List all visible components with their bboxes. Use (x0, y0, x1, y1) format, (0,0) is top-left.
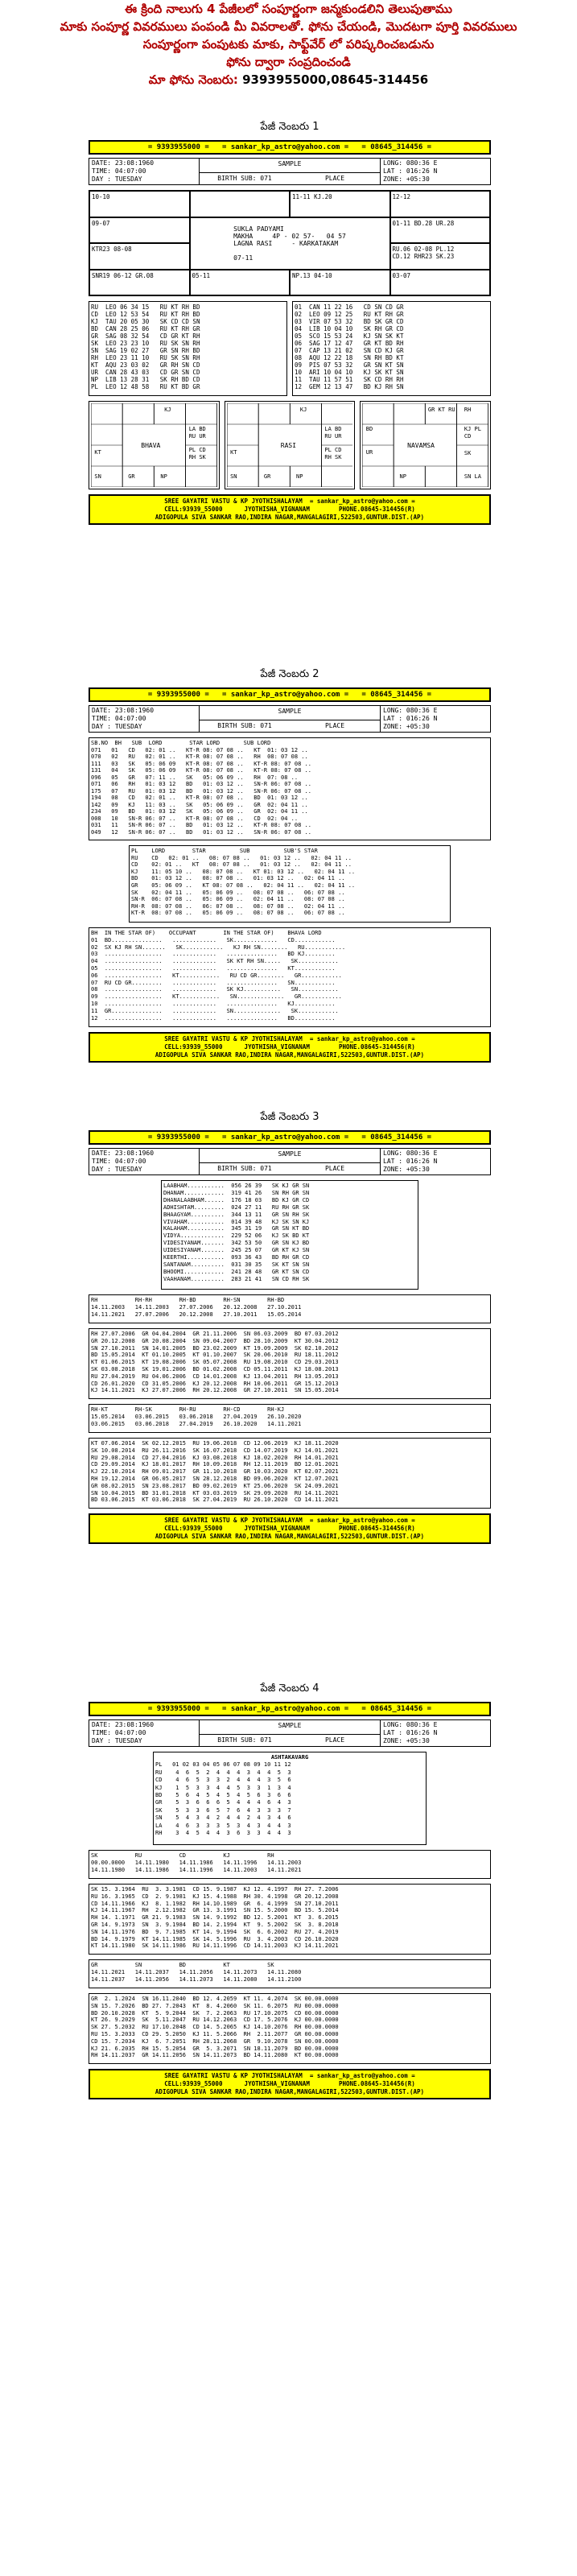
antardasa-table-2: KT 07.06.2014 SK 02.12.2015 RU 19.06.2018 CD 12.06.2019 KJ 18.11.2020 SK 10.08.2014 RU 26.11.2016 SK 16.07.2018 CD 14.07.2019 KJ 14.01.2021 RU 29.08.2014 CD 27.04.2016 KJ 03.08.2018 KJ 18.02.2020 RH 14.01.2021 CD 29.09.2014 KJ 18.01.2017 RH 10.09.2018 RH 12.11.2019 BD 12.01.2021 KJ 22.10.2014 RH 09.01.2017 GR 11.10.2018 GR 10.03.2020 KT 02.07.2021 RH 19.12.2014 GR 06.05.2017 SN 28.12.2018 BD 09.06.2020 KT 12.07.2021 GR 08.02.2015 SN 23.08.2017 BD 09.02.2019 KT 25.06.2020 SK 24.09.2021 SN 10.04.2015 BD 31.01.2018 KT 03.03.2019 SK 29.09.2020 RU 14.11.2021 BD 03.06.2015 KT 03.06.2018 SK 27.04.2019 RU 26.10.2020 CD 14.11.2021 (89, 1438, 491, 1509)
bhava-chart (89, 401, 220, 489)
navamsa-label: NAVAMSA (407, 441, 435, 449)
birth-header (89, 705, 491, 733)
footer-line-1: SREE GAYATRI VASTU & KP JYOTHISHALAYAM = sankar_kp_astro@yahoo.com = (164, 2072, 415, 2079)
zone: ZONE: +05:30 (383, 175, 430, 183)
arudha-sensitive-points-table: LAABHAM........... 056 26 39 SK KJ GR SN DHANAM............ 319 41 26 SN RH GR SN DHANALAABHAM...... 176 18 03 BD KJ GR CD ADHISHTAM......... 024 27 11 RU RH GR SK BHAAGYAM.......... 344 13 11 GR SN RH SK VIVAHAM........... 014 39 48 KJ SK SN KJ KALAHAM........... 345 31 19 GR SN KT BD VIDYA............. 229 52 06 KJ SK BD KT VIDESIYANAM....... 342 53 50 GR SN KJ BD UIDESIYANAM....... 245 25 07 GR KT KJ SN KEERTHI........... 093 36 43 BD RH GR CD SANTANAM.......... 031 30 35 SK KT SN SN BHOOMI............ 241 28 48 GR KT SN CD VAAHANAM.......... 283 21 41 SN CD RH SK (161, 1180, 418, 1290)
place: PLACE (324, 722, 345, 729)
rasi-chart (225, 401, 356, 489)
page-title: పేజీ నెంబరు 1 (260, 121, 319, 133)
dasa-header-row-2: RH-KT RH-SK RH-RU RH-CD RH-KJ 15.05.2014 03.06.2015 03.06.2018 27.04.2019 26.10.2020 03.06.2015 03.06.2018 27.04.2019 26.10.2020 14.11.2021 (89, 1404, 491, 1433)
house-cell: 01-11 BD.28 UR.28 (390, 217, 491, 244)
birth-sub: BIRTH SUB: 071 (217, 722, 272, 729)
navamsa-gr: GR KT RU (427, 407, 455, 414)
cusp-sub-lord-table: SB.NO BH SUB LORD STAR LORD SUB LORD 071 01 CD 02: 01 .. KT-R 08: 07 08 .. KT 01: 03 12 .. 070 02 RU 02: 01 .. KT-R 08: 07 08 .. RH 08: 07 08 .. 111 03 SK 05: 06 09 KT-R 08: 07 08 .. KT-R 08: 07 08 .. 131 04 SK 05: 06 09 KT-R 08: 07 08 .. KT-R 08: 07 08 .. 096 05 GR 07: 11 .. SK 05: 06 09 .. RH 07: 08 .. 071 06 RH 01: 03 12 BD 01: 03 12 .. SN-R 06: 07 08 .. 175 07 RU 01: 03 12 BD 01: 03 12 .. SN-R 06: 07 08 .. 194 08 CD 02: 01 .. KT-R 08: 07 08 .. BD 01: 03 12 .. 142 09 KJ 11: 03 .. SK 05: 06 09 .. GR 02: 04 11 .. 234 09 BD 01: 03 12 SK 05: 06 09 .. GR 02: 04 11 .. 008 10 SN-R 06: 07 .. KT-R 08: 07 08 .. CD 02: 04 .. 031 11 SN-R 06: 07 .. BD 01: 03 12 .. KT-R 08: 07 08 .. 049 12 SN-R 06: 07 .. BD 01: 03 12 .. SN-R 06: 07 08 .. (89, 737, 491, 840)
contact-bar: = 9393955000 = = sankar_kp_astro@yahoo.com = = 08645_314456 = (89, 687, 491, 702)
planet-significator-table: PL LORD STAR SUB SUB'S STAR RU CD 02: 01 .. 08: 07 08 .. 01: 03 12 .. 02: 04 11 .. CD 02: 01 .. KT 08: 07 08 .. 01: 03 12 .. 02: 04 11 .. KJ 11: 05 10 .. 08: 07 08 .. KT 01: 03 12 .. 02: 04 11 .. BD 01: 03 12 .. 08: 07 08 .. 01: 03 12 .. 02: 04 11 .. GR 05: 06 09 .. KT 08: 07 08 .. 02: 04 11 .. 02: 04 11 .. SK 02: 04 11 .. 05: 06 09 .. 08: 07 08 .. 06: 07 08 .. SN-R 06: 07 08 .. 05: 06 09 .. 02: 04 11 .. 08: 07 08 .. RH-R 08: 07 08 .. 06: 07 08 .. 08: 07 08 .. 02: 04 11 .. KT-R 08: 07 08 .. 05: 06 09 .. 08: 07 08 .. 06: 07 08 .. (129, 845, 451, 923)
page-footer (89, 1032, 491, 1063)
contact-bar: = 9393955000 = = sankar_kp_astro@yahoo.com = = 08645_314456 = (89, 1702, 491, 1716)
footer-line-3: ADIGOPULA SIVA SANKAR RAO,INDIRA NAGAR,MANGALAGIRI,522503,GUNTUR.DIST.(AP) (155, 514, 425, 521)
footer-line-2: CELL:93939_55000 JYOTHISHA_VIGNANAM PHONE.08645-314456(R) (164, 2080, 415, 2087)
house-cell: 12-12 (390, 191, 491, 217)
place: PLACE (324, 1165, 345, 1172)
sample-label: SAMPLE (200, 1720, 380, 1735)
bhava-occupant-table: BH IN THE STAR OF) OCCUPANT IN THE STAR OF) BHAVA LORD 01 BD............... ............. SK............. CD............ 02 SX KJ RH SN....... SK............ KJ RH SN........ RU............ 03 ................. ............. ............... BD KJ......... 04 ................. ............. SK KT RH SN..... SK............ 05 ................. ............. ............... KT............ 06 ................. KT............ RU CD GR........ GR............ 07 RU CD GR......... ............. ............... SN............ 08 ................. ............. SK KJ........... SN............ 09 ................. KT............ SN.............. GR............ 10 ................. ............. ............... KJ............ 11 GR............... ............. SN.............. SK............ 12 ................. ............. ............... BD............ (89, 927, 491, 1027)
house-cell: 05-11 (190, 270, 291, 296)
bhava-gr: GR (128, 473, 135, 480)
cusp-positions-table: 01 CAN 11 22 16 CD SN CD GR 02 LEO 09 12 25 RU KT RH GR 03 VIR 07 53 32 BD SK GR CD 04 LIB 10 04 10 SK RH GR CD 05 SCO 15 53 24 KJ SN SK KT 06 SAG 17 12 47 GR KT BD RH 07 CAP 13 21 02 SN CD KJ GR 08 AQU 12 22 18 SN RH BD KT 09 PIS 07 53 32 GR SN KT SN 10 ARI 10 04 10 KJ SK KT SN 11 TAU 11 57 51 SK CD RH RH 12 GEM 12 13 47 BD KJ RH SN (292, 301, 491, 396)
ashtakavarga-table (153, 1752, 427, 1845)
longitude: LONG: 080:36 E (383, 1721, 438, 1728)
birth-header (89, 158, 491, 185)
time: TIME: 04:07:00 (92, 1158, 146, 1165)
latitude: LAT : 016:26 N (383, 1158, 438, 1165)
date: DATE: 23:08:1960 (92, 1150, 155, 1157)
sample-label: SAMPLE (200, 159, 380, 173)
navamsa-bd: BD (365, 426, 373, 433)
coord-block (381, 159, 490, 184)
longitude: LONG: 080:36 E (383, 1150, 438, 1157)
page-title: పేజీ నెంబరు 3 (260, 1111, 319, 1123)
footer-line-1: SREE GAYATRI VASTU & KP JYOTHISHALAYAM = sankar_kp_astro@yahoo.com = (164, 1035, 415, 1042)
rasi-np: NP (296, 473, 303, 480)
chart-center: SUKLA PADYAMI MAKHA 4P - 02 57- 04 57 LAGNA RASI - KARKATAKAM 07-11 (190, 217, 390, 270)
latitude: LAT : 016:26 N (383, 715, 438, 722)
phone-label: మా ఫోను నెంబరు: (148, 72, 238, 87)
birth-sub: BIRTH SUB: 071 (217, 175, 272, 182)
navamsa-sk: SK (464, 450, 472, 457)
planet-positions-table: RU LEO 06 34 15 RU KT RH BD CD LEO 12 53 54 RU KT RH BD KJ TAU 20 05 30 SK CD CD SN BD CAN 28 25 06 RU KT RH GR GR SAG 08 32 54 CD GR KT RH SK LEO 23 23 10 RU SK SN RH SN SAG 19 02 27 GR SN RH BD RH LEO 23 11 10 RU SK SN RH KT AQU 23 03 02 GR RH SN CD UR CAN 28 43 03 CD GR SN CD NP LIB 13 28 31 SK RH BD CD PL LEO 12 48 58 RU KT BD GR (89, 301, 287, 396)
page-4 (89, 1682, 491, 2099)
bhava-pl: PL CD RH SK (188, 447, 206, 461)
navamsa-rh: RH (464, 407, 472, 414)
latitude: LAT : 016:26 N (383, 167, 438, 175)
footer-line-2: CELL:93939_55000 JYOTHISHA_VIGNANAM PHONE.08645-314456(R) (164, 506, 415, 513)
footer-line-2: CELL:93939_55000 JYOTHISHA_VIGNANAM PHONE.08645-314456(R) (164, 1043, 415, 1051)
sample-label: SAMPLE (200, 1149, 380, 1163)
longitude: LONG: 080:36 E (383, 159, 438, 167)
rasi-pl: PL CD RH SK (324, 447, 342, 461)
date: DATE: 23:08:1960 (92, 159, 155, 167)
house-cell: 11-11 KJ.20 (290, 191, 390, 217)
bhava-kj: KJ (164, 407, 171, 414)
rasi-kj: KJ (299, 407, 307, 414)
footer-line-3: ADIGOPULA SIVA SANKAR RAO,INDIRA NAGAR,MANGALAGIRI,522503,GUNTUR.DIST.(AP) (155, 1533, 425, 1540)
zone: ZONE: +05:30 (383, 1737, 430, 1744)
intro-line-3: సంపూర్ణంగా పంపుటకు మాకు, సాఫ్ట్‌వేర్ లో పరిష్కరించబడును (142, 37, 435, 52)
house-cell: 10-10 (89, 191, 190, 217)
date: DATE: 23:08:1960 (92, 707, 155, 714)
page-title: పేజీ నెంబరు 2 (260, 668, 319, 680)
page-title: పేజీ నెంబరు 4 (260, 1682, 319, 1695)
footer-line-3: ADIGOPULA SIVA SANKAR RAO,INDIRA NAGAR,MANGALAGIRI,522503,GUNTUR.DIST.(AP) (155, 2088, 425, 2095)
intro-line-1: ఈ క్రింది నాలుగు 4 పేజీలలో సంపూర్ణంగా జన్మకుండలిని తెలుపుతాము (125, 2, 452, 16)
house-cell: RU.06 02-08 PL.12 CD.12 RHR23 SK.23 (390, 243, 491, 270)
phone-number: 9393955000,08645-314456 (242, 72, 429, 87)
birth-sub: BIRTH SUB: 071 (217, 1736, 272, 1744)
zone: ZONE: +05:30 (383, 723, 430, 730)
antardasa-table-1: RH 27.07.2006 GR 04.04.2004 GR 21.11.2006 SN 06.03.2009 BD 07.03.2012 GR 20.12.2008 GR 20.08.2004 SN 09.04.2007 BD 28.10.2009 KT 30.04.2012 SN 27.10.2011 SN 14.01.2005 BD 23.02.2009 KT 19.09.2009 SK 02.10.2012 BD 15.05.2014 KT 01.10.2005 KT 01.10.2007 SK 20.06.2010 RU 18.11.2012 KT 01.06.2015 KT 19.08.2006 SK 05.07.2008 RU 19.08.2010 CD 29.03.2013 SK 03.08.2018 SK 19.01.2006 BD 01.02.2008 CD 05.11.2011 KJ 18.08.2013 RU 27.04.2019 RU 04.06.2006 CD 14.01.2008 KJ 13.04.2011 RH 13.05.2013 CD 26.01.2020 CD 31.05.2006 KJ 20.12.2008 RH 10.06.2011 GR 15.12.2013 KJ 14.11.2021 KJ 27.07.2006 RH 20.12.2008 GR 27.10.2011 SN 15.05.2014 (89, 1328, 491, 1399)
mahadasa-header-row-1: SK RU CD KJ RH 00.00.0000 14.11.1980 14.11.1986 14.11.1996 14.11.2003 14.11.1980 14.11.1986 14.11.1996 14.11.2003 14.11.2021 (89, 1850, 491, 1879)
birth-sub: BIRTH SUB: 071 (217, 1165, 272, 1172)
page-1 (89, 121, 491, 525)
date-block (89, 159, 200, 184)
navamsa-np: NP (399, 473, 406, 480)
rasi-label: RASI (280, 441, 297, 449)
house-cell: 09-07 (89, 217, 190, 244)
page-footer (89, 2069, 491, 2099)
bhava-sn: SN (94, 473, 101, 480)
house-cell (190, 191, 291, 217)
day: DAY : TUESDAY (92, 723, 142, 730)
time: TIME: 04:07:00 (92, 167, 146, 175)
page-footer (89, 494, 491, 525)
contact-bar: = 9393955000 = = sankar_kp_astro@yahoo.com = = 08645_314456 = (89, 140, 491, 155)
footer-line-2: CELL:93939_55000 JYOTHISHA_VIGNANAM PHONE.08645-314456(R) (164, 1525, 415, 1532)
rasi-sn: SN (230, 473, 237, 480)
page-footer (89, 1513, 491, 1544)
intro-text (0, 0, 577, 113)
sample-label: SAMPLE (200, 706, 380, 720)
ashtakavarga-title: ASHTAKAVARG (270, 1754, 309, 1761)
rasi-kt: KT (230, 449, 237, 456)
page-2 (89, 668, 491, 1063)
footer-line-1: SREE GAYATRI VASTU & KP JYOTHISHALAYAM = sankar_kp_astro@yahoo.com = (164, 497, 415, 505)
ashtakavarga-values: PL 01 02 03 04 05 06 07 08 09 10 11 12 RU 4 6 5 2 4 4 4 3 4 4 5 3 CD 4 6 5 3 3 2 4 4 4 3 5 6 KJ 1 5 3 3 4 4 5 3 3 1 3 4 BD 5 6 4 5 4 5 4 5 6 3 6 6 GR 5 3 6 6 6 5 4 4 4 6 4 3 SK 5 3 3 6 5 7 6 4 3 3 3 7 SN 5 4 3 4 2 4 4 2 4 3 4 6 LA 4 6 3 3 3 5 3 4 3 4 4 3 RH 3 4 5 4 4 3 6 3 3 4 4 3 (155, 1761, 291, 1837)
rasi-chart-grid (89, 190, 491, 296)
latitude: LAT : 016:26 N (383, 1729, 438, 1736)
zone: ZONE: +05:30 (383, 1166, 430, 1173)
dasa-header-row-1: RH RH-RH RH-BD RH-SN RH-BD 14.11.2003 14.11.2003 27.07.2006 20.12.2008 27.10.2011 14.11.2021 27.07.2006 20.12.2008 27.10.2011 15.05.2014 (89, 1294, 491, 1323)
time: TIME: 04:07:00 (92, 715, 146, 722)
house-cell: KTR23 08-08 (89, 243, 190, 270)
bhava-la: LA BD RU UR (188, 426, 206, 440)
bhava-np: NP (160, 473, 167, 480)
date: DATE: 23:08:1960 (92, 1721, 155, 1728)
day: DAY : TUESDAY (92, 1166, 142, 1173)
bhava-kt: KT (94, 449, 101, 456)
longitude: LONG: 080:36 E (383, 707, 438, 714)
time: TIME: 04:07:00 (92, 1729, 146, 1736)
page-3 (89, 1111, 491, 1544)
birth-header (89, 1719, 491, 1747)
rasi-gr: GR (263, 473, 271, 480)
intro-line-2: మాకు సంపూర్ణ వివరములు పంపండి మీ వివరాలతో. ఫోను చేయండి, మొదటగా పూర్తి వివరములు (60, 19, 517, 34)
navamsa-chart (360, 401, 491, 489)
place: PLACE (324, 1736, 345, 1744)
house-cell: SNR19 06-12 GR.08 (89, 270, 190, 296)
mahadasa-table-2: GR 2. 1.2024 SN 16.11.2040 BD 12. 4.2059 KT 11. 4.2074 SK 00.00.0000 SN 15. 7.2026 BD 27. 7.2043 KT 8. 4.2060 SK 11. 6.2075 RU 00.00.0000 BD 20.10.2028 KT 5. 9.2044 SK 7. 2.2063 RU 17.10.2075 CD 00.00.0000 KT 26. 9.2029 SK 5.11.2047 RU 14.12.2063 CD 17. 5.2076 KJ 00.00.0000 SK 27. 5.2032 RU 17.10.2048 CD 14. 5.2065 KJ 14.10.2076 RH 00.00.0000 RU 15. 3.2033 CD 29. 5.2050 KJ 11. 5.2066 RH 2.11.2077 GR 00.00.0000 CD 15. 7.2034 KJ 6. 7.2051 RH 28.11.2068 GR 9.10.2078 SN 00.00.0000 KJ 21. 6.2035 RH 15. 5.2054 GR 5. 3.2071 SN 18.11.2079 BD 00.00.0000 RH 14.11.2037 GR 14.11.2056 SN 14.11.2073 BD 14.11.2080 KT 00.00.0000 (89, 1993, 491, 2064)
navamsa-sn: SN LA (464, 473, 481, 480)
intro-line-4: ఫోను ద్వారా సంప్రదించండి (226, 55, 351, 69)
house-cell: 03-07 (390, 270, 491, 296)
day: DAY : TUESDAY (92, 175, 142, 183)
bhava-label: BHAVA (141, 441, 161, 449)
mahadasa-header-row-2: GR SN BD KT SK 14.11.2021 14.11.2037 14.11.2056 14.11.2073 14.11.2080 14.11.2037 14.11.2056 14.11.2073 14.11.2080 14.11.2100 (89, 1959, 491, 1988)
navamsa-ur: UR (365, 449, 373, 456)
day: DAY : TUESDAY (92, 1737, 142, 1744)
footer-line-1: SREE GAYATRI VASTU & KP JYOTHISHALAYAM = sankar_kp_astro@yahoo.com = (164, 1517, 415, 1524)
contact-bar: = 9393955000 = = sankar_kp_astro@yahoo.com = = 08645_314456 = (89, 1130, 491, 1145)
footer-line-3: ADIGOPULA SIVA SANKAR RAO,INDIRA NAGAR,MANGALAGIRI,522503,GUNTUR.DIST.(AP) (155, 1051, 425, 1059)
house-cell: NP.13 04-10 (290, 270, 390, 296)
birth-header (89, 1148, 491, 1175)
mahadasa-table-1: SK 15. 3.1964 RU 3. 3.1981 CD 15. 9.1987 KJ 12. 4.1997 RH 27. 7.2006 RU 16. 3.1965 CD 2. 9.1981 KJ 15. 4.1988 RH 30. 4.1998 GR 20.12.2008 CD 14.11.1966 KJ 8. 1.1982 RH 14.10.1989 GR 6. 4.1999 SN 27.10.2011 KJ 14.11.1967 RH 2.12.1982 GR 13. 3.1991 SN 15. 5.2000 BD 15. 5.2014 RH 14. 1.1971 GR 21. 9.1983 SN 14. 9.1992 BD 12. 5.2001 KT 3. 6.2015 GR 14. 9.1973 SN 3. 9.1984 BD 14. 2.1994 KT 9. 5.2002 SK 3. 8.2018 SN 14.11.1976 BD 9. 7.1985 KT 14. 9.1994 SK 6. 6.2002 RU 27. 4.2019 BD 14. 9.1979 KT 14.11.1985 SK 14. 5.1996 RU 3. 4.2003 CD 26.10.2020 KT 14.11.1980 SK 14.11.1986 RU 14.11.1996 CD 14.11.2003 KJ 14.11.2021 (89, 1884, 491, 1955)
navamsa-kj: KJ PL CD (464, 426, 481, 440)
rasi-la: LA BD RU UR (324, 426, 342, 440)
place: PLACE (324, 175, 345, 182)
